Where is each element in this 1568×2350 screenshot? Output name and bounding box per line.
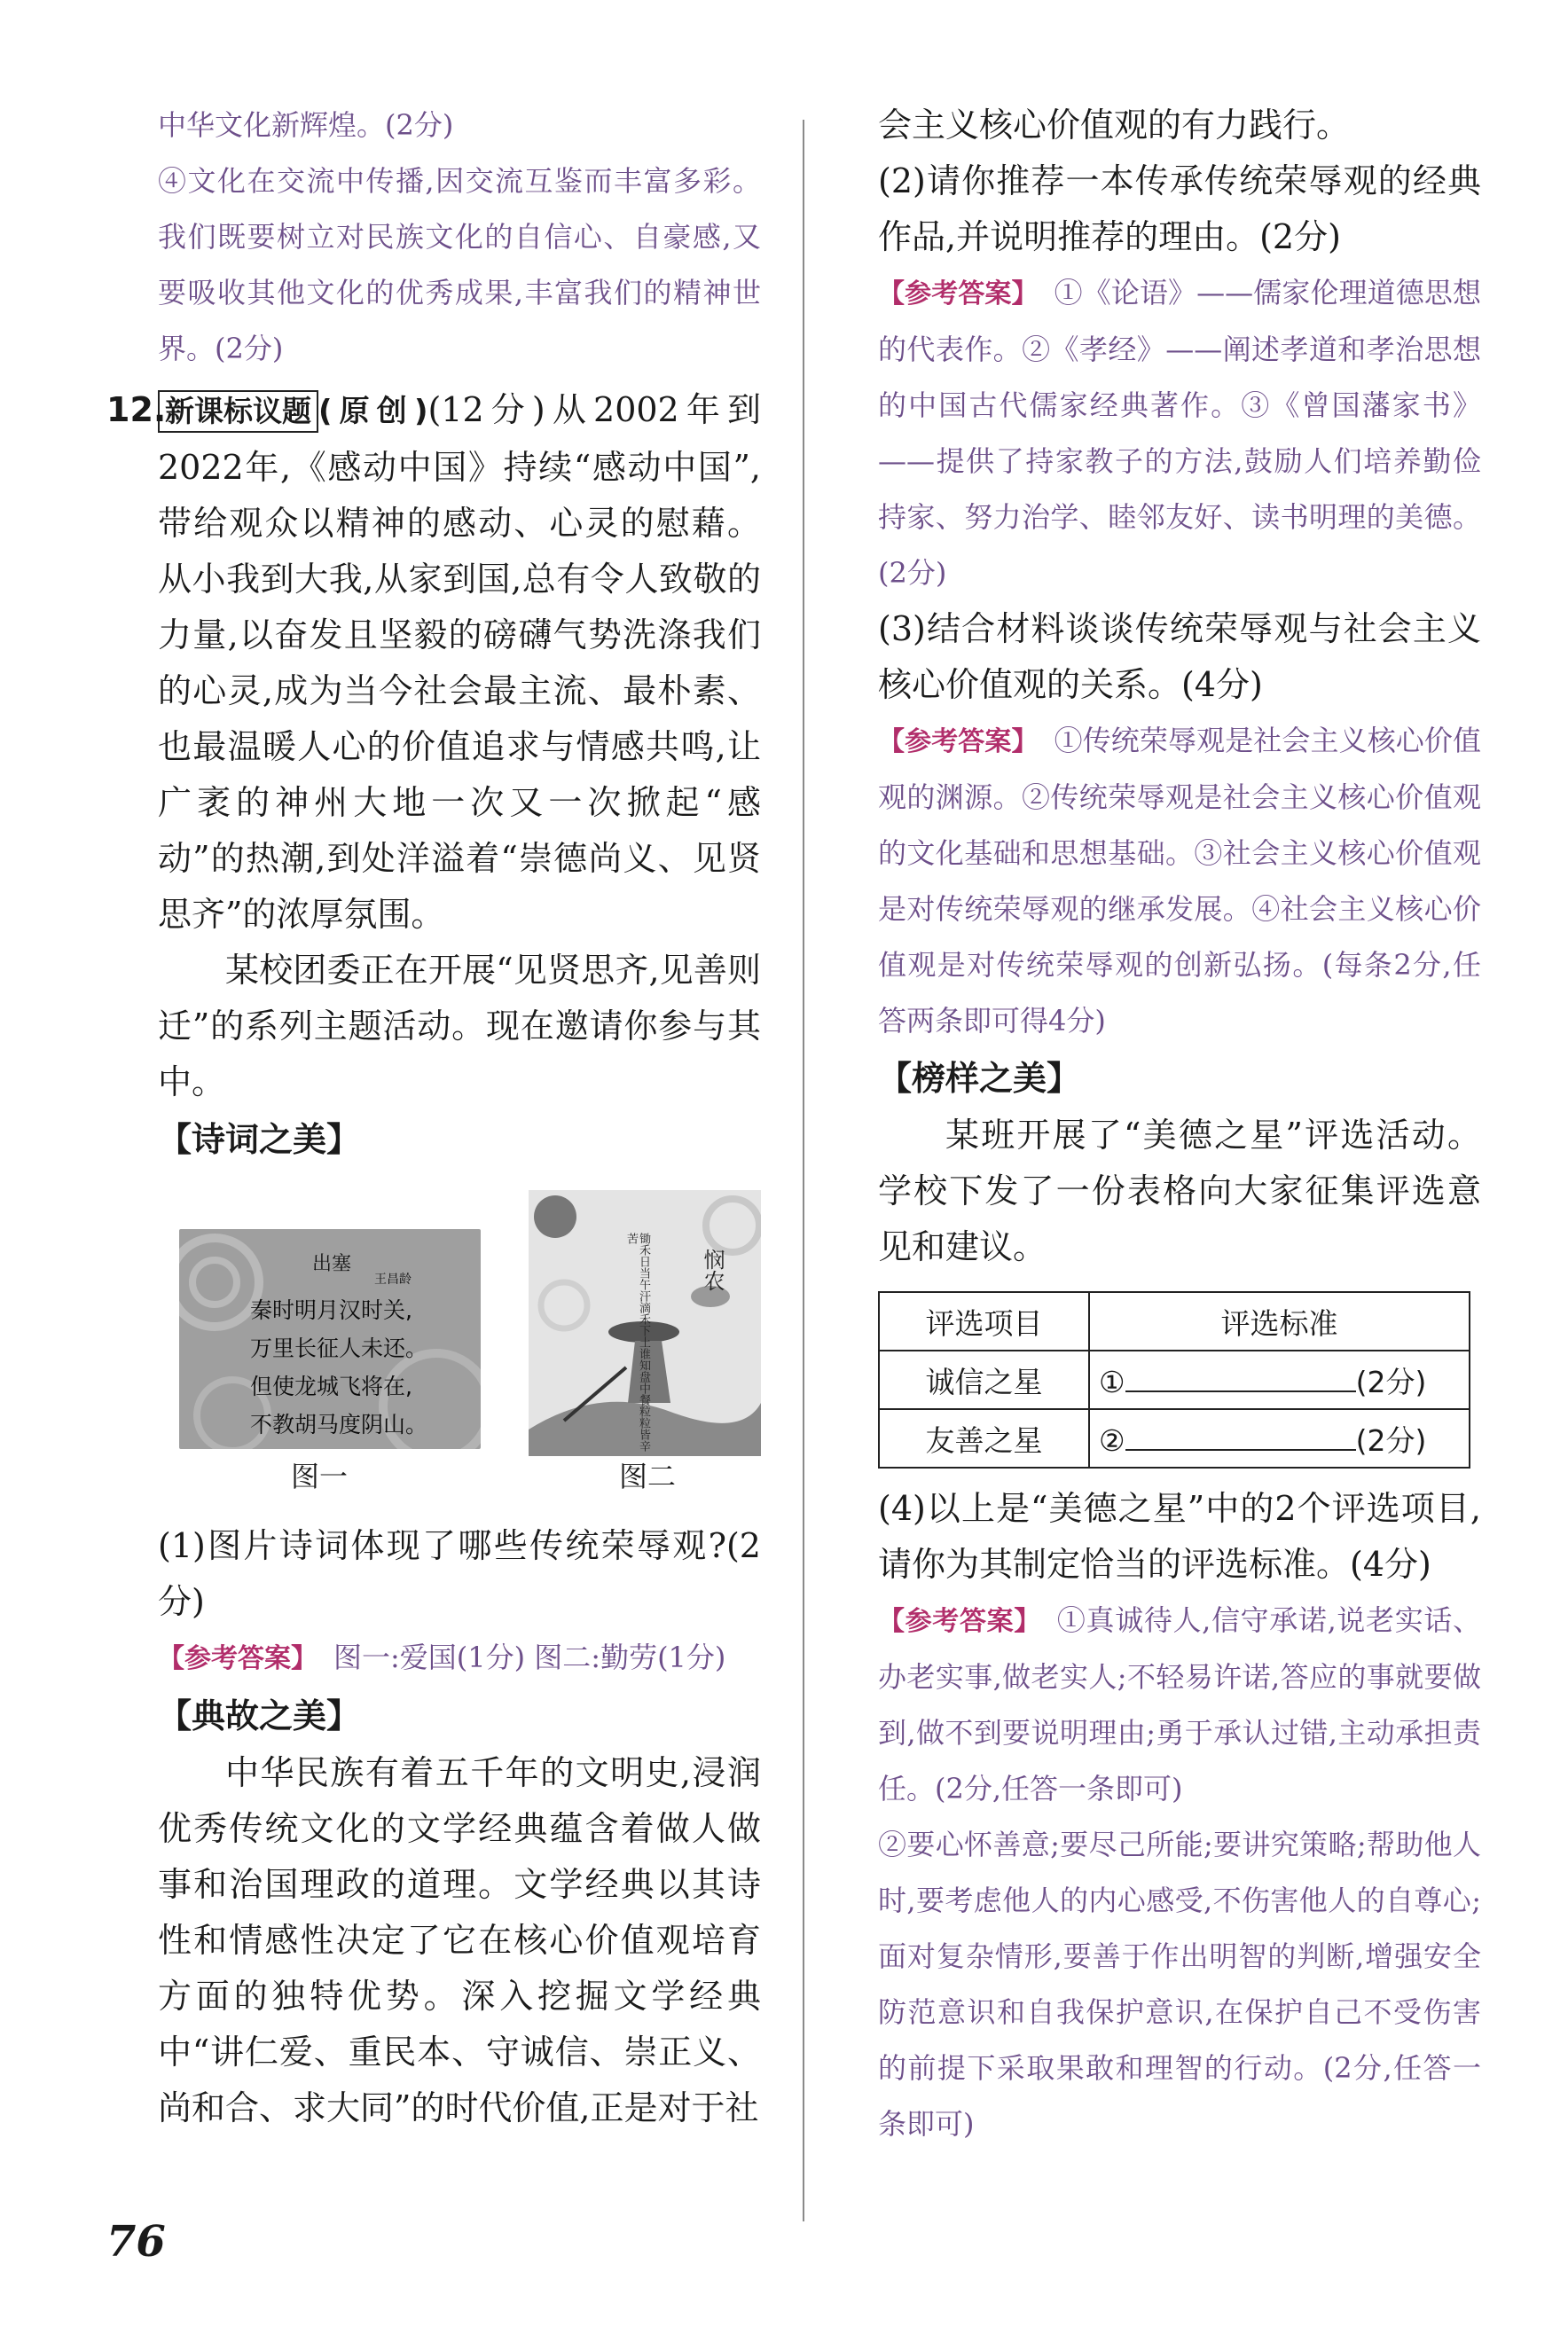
figure-2-caption: 图二 [619, 1460, 677, 1493]
answer-1-text: 图一:爱国(1分) 图二:勤劳(1分) [333, 1641, 726, 1674]
blank-marker: ② [1099, 1422, 1125, 1458]
figure-1-image [179, 1229, 481, 1449]
answer-1 [158, 1630, 761, 1687]
poem-line: 不教胡马度阴山。 [250, 1412, 428, 1437]
reference-answer-tag: 【参考答案】 [158, 1643, 318, 1674]
answer-3-text: ①传统荣辱观是社会主义核心价值观的渊源。②传统荣辱观是社会主义核心价值观的文化基础和思想基础。③社会主义核心价值观是对传统荣辱观的继承发展。④社会主义核心价值观是对传统荣辱观的创新弘扬。(每条2分,任答两条即可得4分) [878, 724, 1481, 1038]
prev-answer-tail: 中华文化新辉煌。(2分) [158, 108, 454, 142]
answer-3 [878, 713, 1481, 1049]
topic-badge: 新课标议题 [158, 390, 318, 433]
allusion-text: 中华民族有着五千年的文明史,浸润优秀传统文化的文学经典蕴含着做人做事和治国理政的道理。文学经典以其诗性和情感性决定了它在核心价值观培育方面的独特优势。深入挖掘文学经典中“讲仁爱、重民本、守诚信、崇正义、尚和合、求大同”的时代价值,正是对于社 [158, 1753, 761, 2127]
table-header: 评选项目 [879, 1292, 1089, 1351]
fill-in-blank[interactable] [1125, 1422, 1356, 1451]
table-header: 评选标准 [1089, 1292, 1470, 1351]
reference-answer-tag: 【参考答案】 [878, 278, 1039, 309]
sub-question-3: (3)结合材料谈谈传统荣辱观与社会主义核心价值观的关系。(4分) [878, 609, 1481, 704]
answer-4-part-2: ②要心怀善意;要尽己所能;要讲究策略;帮助他人时,要考虑他人的内心感受,不伤害他人的自尊心;面对复杂情形,要善于作出明智的判断,增强安全防范意识和自我保护意识,在保护自己不受伤害的前提下采取果敢和理智的行动。(2分,任答一条即可) [878, 1828, 1481, 2141]
poem-2-title: 悯农 [700, 1249, 725, 1291]
evaluation-table [878, 1291, 1470, 1469]
poem-2-text: 锄禾日当午汗滴禾下土谁知盘中餐粒粒皆辛苦 [624, 1233, 650, 1452]
answer-4 [878, 1593, 1481, 1817]
sub-question-4: (4)以上是“美德之星”中的2个评选项目,请你为其制定恰当的评选标准。(4分) [878, 1489, 1481, 1584]
prev-answer-4: ④文化在交流中传播,因交流互鉴而丰富多彩。我们既要树立对民族文化的自信心、自豪感,又要吸收其他文化的优秀成果,丰富我们的精神世界。(2分) [158, 164, 761, 365]
table-cell-item: 诚信之星 [879, 1351, 1089, 1409]
table-cell-standard [1089, 1409, 1470, 1468]
answer-2 [878, 265, 1481, 601]
continued-text: 会主义核心价值观的有力践行。 [878, 106, 1351, 145]
figure-2-image [529, 1190, 761, 1456]
table-header-row [879, 1292, 1470, 1351]
table-cell-standard [1089, 1351, 1470, 1409]
question-number: 12. [106, 390, 167, 429]
table-row [879, 1409, 1470, 1468]
figure-1-caption: 图一 [291, 1460, 349, 1493]
poem-line: 秦时明月汉时关, [250, 1297, 412, 1323]
answer-2-text: ①《论语》——儒家伦理道德思想的代表作。②《孝经》——阐述孝道和孝治思想的中国古代儒家经典著作。③《曾国藩家书》——提供了持家教子的方法,鼓励人们培养勤俭持家、努力治学、睦邻友好、读书明理的美德。(2分) [878, 276, 1481, 590]
reference-answer-tag: 【参考答案】 [878, 726, 1039, 757]
blank-marker: ① [1099, 1364, 1125, 1399]
poem-line: 万里长征人未还。 [250, 1336, 428, 1361]
column-divider [803, 120, 804, 2221]
sub-question-2: (2)请你推荐一本传承传统荣辱观的经典作品,并说明推荐的理由。(2分) [878, 161, 1481, 256]
question-12 [106, 382, 761, 943]
left-column [106, 98, 761, 2136]
question-intro: 某校团委正在开展“见贤思齐,见善则迁”的系列主题活动。现在邀请你参与其中。 [158, 951, 761, 1101]
section-model-heading: 【榜样之美】 [878, 1059, 1081, 1098]
poem-line: 但使龙城飞将在, [250, 1374, 412, 1399]
answer-4-text-1: ①真诚待人,信守承诺,说老实话、办老实事,做老实人;不轻易许诺,答应的事就要做到,做不到要说明理由;勇于承认过错,主动承担责任。(2分,任答一条即可) [878, 1603, 1481, 1806]
question-stem: (12分)从2002年到2022年,《感动中国》持续“感动中国”,带给观众以精神的感动、心灵的慰藉。从小我到大我,从家到国,总有令人致敬的力量,以奋发且坚毅的磅礴气势洗涤我们的心灵,成为当今社会最主流、最朴素、也最温暖人心的价值追求与情感共鸣,让广袤的神州大地一次又一次掀起“感动”的热潮,到处洋溢着“崇德尚义、见贤思齐”的浓厚氛围。 [158, 390, 761, 934]
fill-in-blank[interactable] [1125, 1364, 1356, 1392]
poem-1-title: 出塞 [312, 1253, 352, 1275]
table-row [879, 1351, 1470, 1409]
poem-1-author: 王昌龄 [374, 1273, 412, 1287]
score-label: (2分) [1355, 1422, 1427, 1458]
section-poetry-heading: 【诗词之美】 [158, 1120, 361, 1159]
figures-area [158, 1190, 761, 1518]
table-cell-item: 友善之星 [879, 1409, 1089, 1468]
original-label: (原创) [318, 394, 428, 429]
reference-answer-tag: 【参考答案】 [878, 1606, 1041, 1637]
model-text: 某班开展了“美德之星”评选活动。学校下发了一份表格向大家征集评选意见和建议。 [878, 1116, 1481, 1266]
page-number: 76 [106, 2217, 166, 2267]
score-label: (2分) [1355, 1364, 1427, 1399]
poem-1-lines [250, 1291, 427, 1444]
section-allusion-heading: 【典故之美】 [158, 1696, 361, 1735]
right-column [878, 98, 1481, 2152]
sub-question-1: (1)图片诗词体现了哪些传统荣辱观?(2分) [158, 1526, 761, 1621]
